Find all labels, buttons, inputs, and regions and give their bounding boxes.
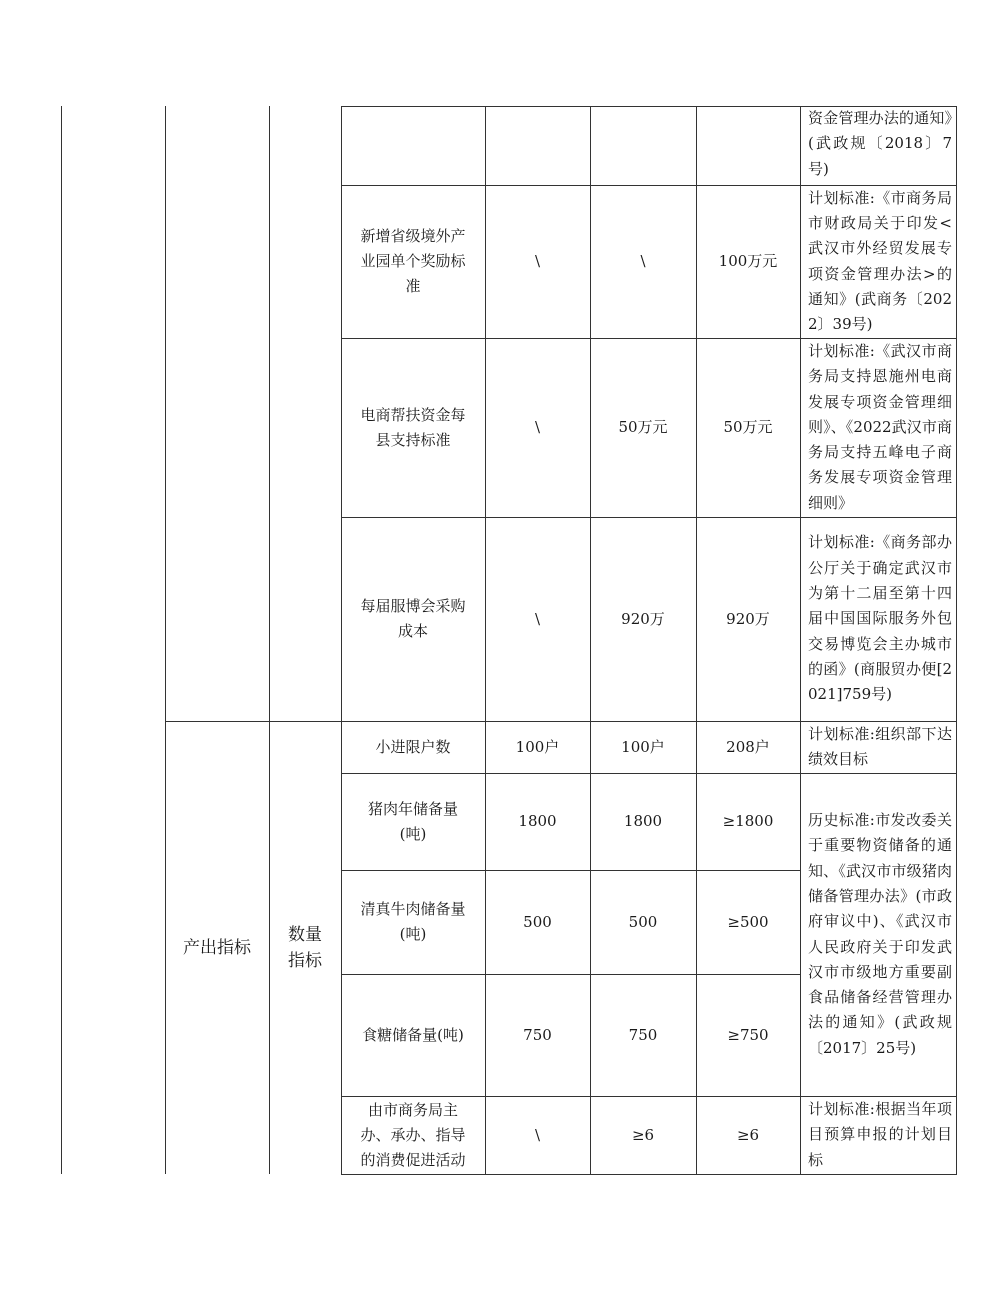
qty-v2-2: 500 bbox=[628, 912, 658, 931]
qty-basis-small: 计划标准:组织部下达绩效目标 bbox=[808, 724, 952, 768]
qty-v1-3: 750 bbox=[523, 1025, 552, 1044]
cost-basis-0: 资金管理办法的通知》(武政规〔2018〕7号) bbox=[808, 109, 952, 178]
cost-v3-3: 920万 bbox=[726, 609, 770, 628]
qty-v1-1: 1800 bbox=[518, 812, 557, 830]
cost-v2-1: \ bbox=[640, 252, 646, 270]
level1-output-indicator: 产出指标 bbox=[183, 937, 251, 958]
qty-v2-4: ≥6 bbox=[631, 1125, 655, 1144]
cost-v1-0 bbox=[485, 106, 590, 185]
cost-name-2: 电商帮扶资金每县支持标准 bbox=[360, 405, 466, 449]
qty-v1-2: 500 bbox=[523, 912, 552, 931]
cost-v2-0 bbox=[590, 106, 696, 185]
cost-v2-2: 50万元 bbox=[618, 418, 668, 436]
qty-name-1: 猪肉年储备量(吨) bbox=[367, 799, 458, 843]
qty-basis-activity: 计划标准:根据当年项目预算申报的计划目标 bbox=[808, 1100, 952, 1169]
qty-basis-reserve: 历史标准:市发改委关于重要物资储备的通知、《武汉市市级猪肉储备管理办法》(市政府审议中)、《武汉市人民政府关于印发武汉市市级地方重要副食品储备经营管理办法的通知》(武政规〔2017〕25号) bbox=[808, 811, 952, 1057]
qty-name-4: 由市商务局主办、承办、指导的消费促进活动 bbox=[360, 1100, 466, 1169]
level2-quantity-indicator: 数量指标 bbox=[288, 924, 322, 971]
row-border bbox=[341, 1174, 957, 1175]
qty-v3-0: 208户 bbox=[726, 737, 770, 756]
cost-v3-0 bbox=[696, 106, 800, 185]
qty-v2-3: 750 bbox=[628, 1025, 658, 1044]
qty-v3-2: ≥500 bbox=[727, 912, 769, 931]
cost-v2-3: 920万 bbox=[621, 609, 665, 628]
cost-basis-2: 计划标准:《武汉市商务局支持恩施州电商发展专项资金管理细则》、《2022武汉市商务局支持五峰电子商务发展专项资金管理细则》 bbox=[808, 341, 952, 512]
cost-name-1: 新增省级境外产业园单个奖励标准 bbox=[360, 227, 466, 295]
cost-name-0 bbox=[341, 106, 485, 185]
qty-v1-4: \ bbox=[534, 1125, 541, 1144]
cost-basis-3: 计划标准:《商务部办公厅关于确定武汉市为第十二届至第十四届中国国际服务外包交易博览会主办城市的函》(商服贸办便[2021]759号) bbox=[808, 533, 952, 704]
qty-v2-1: 1800 bbox=[623, 812, 663, 830]
cost-v1-2: \ bbox=[534, 418, 541, 436]
qty-v3-3: ≥750 bbox=[727, 1025, 769, 1044]
cost-v1-1: \ bbox=[534, 252, 541, 270]
qty-name-3: 食糖储备量(吨) bbox=[362, 1025, 464, 1044]
qty-v1-0: 100户 bbox=[515, 737, 560, 756]
cost-v1-3: \ bbox=[534, 609, 541, 628]
qty-v3-4: ≥6 bbox=[736, 1125, 760, 1144]
table-border-left bbox=[61, 106, 62, 1174]
cost-v3-2: 50万元 bbox=[723, 418, 773, 436]
table-border-right bbox=[956, 106, 957, 1174]
cost-basis-1: 计划标准:《市商务局 市财政局关于印发<武汉市外经贸发展专项资金管理办法>的通知》(武商务〔2022〕39号) bbox=[808, 188, 952, 334]
qty-name-0: 小进限户数 bbox=[375, 737, 451, 756]
cost-v3-1: 100万元 bbox=[718, 252, 778, 270]
qty-name-2: 清真牛肉储备量(吨) bbox=[360, 900, 466, 943]
qty-v3-1: ≥1800 bbox=[722, 812, 774, 830]
cost-name-3: 每届服博会采购成本 bbox=[360, 597, 466, 640]
qty-v2-0: 100户 bbox=[621, 737, 665, 756]
